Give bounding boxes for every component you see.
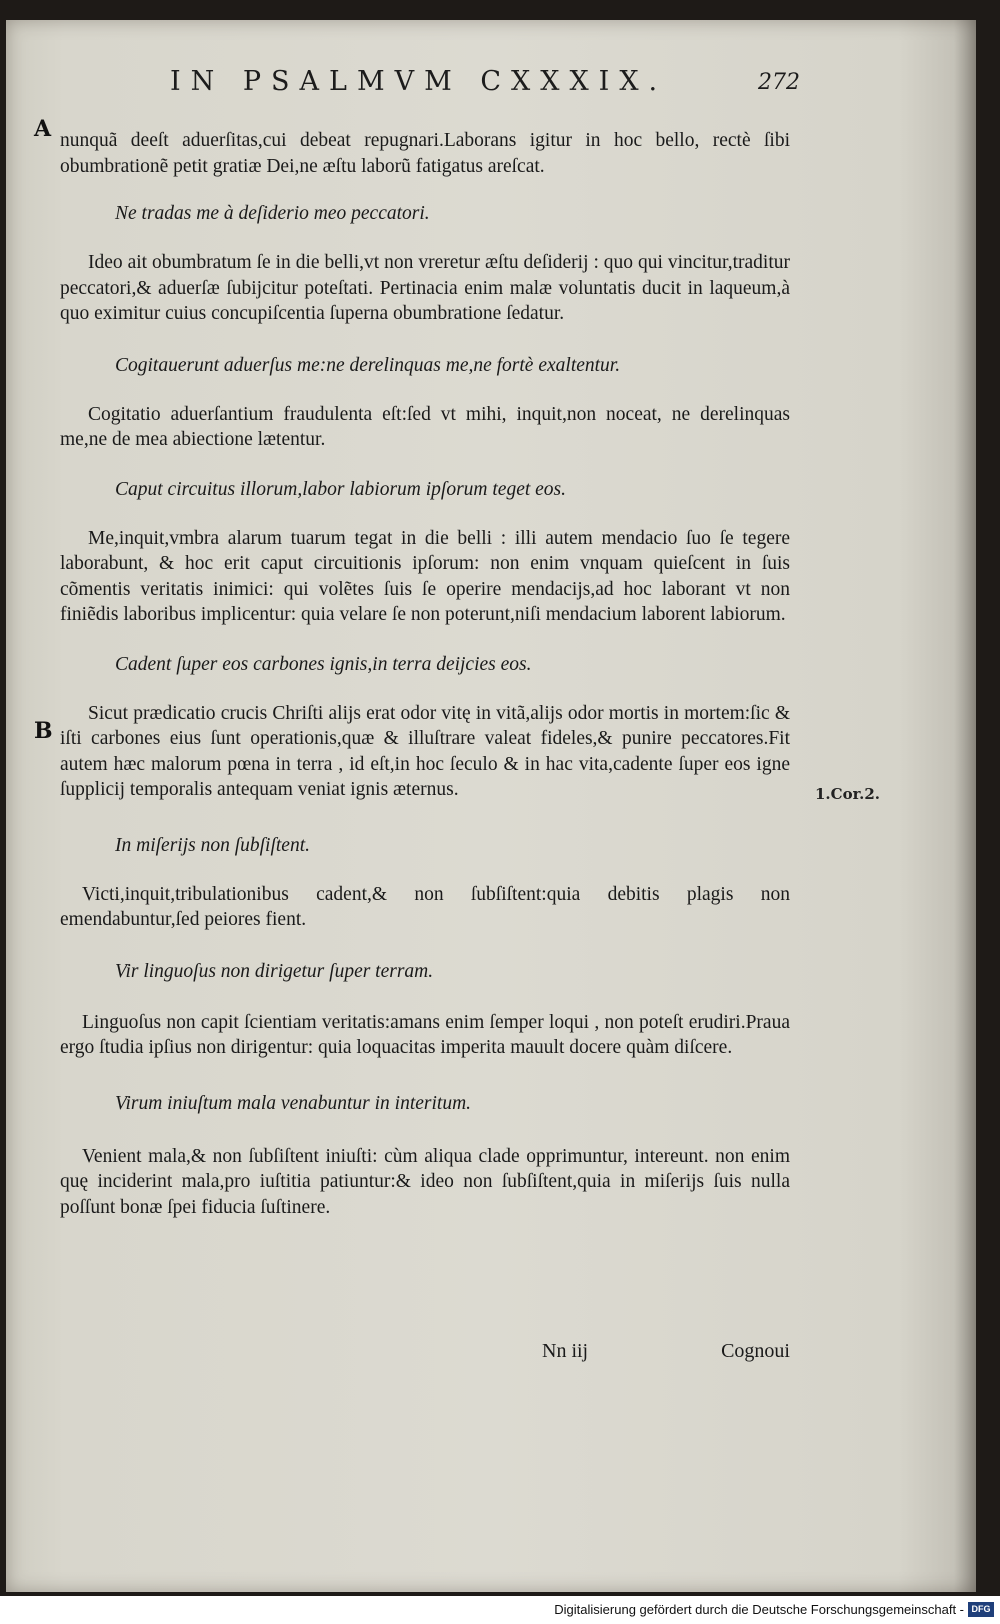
commentary-paragraph: Sicut prædicatio crucis Chriſti alijs erat odor vitę in vitã,alijs odor mortis in mortem:ſic & iſti carbones eius ſunt operationis,quæ & illuſtrare valeat fideles,& punire peccatores.Fit autem hæc malorum pœna in terra , id eſt,in hoc ſeculo & in hac vita,cadente ſuper eos igne ſupplicij temporalis antequam veniat ignis æternus. (60, 702, 790, 800)
dfg-logo: DFG (968, 1602, 994, 1617)
signature-mark: Nn iij (542, 1340, 589, 1362)
psalm-verse: Cogitauerunt aduerſus me:ne derelinquas me,ne fortè exaltentur. (115, 354, 621, 376)
folio-number: 272 (758, 70, 800, 95)
commentary-paragraph: Venient mala,& non ſubſiſtent iniuſti: cùm aliqua clade opprimuntur, intereunt. non enim quę inciderint mala,pro iuſtitia patiuntur:& ideo non ſubſiſtent,quia in miſerijs ſuis nulla poſſunt bonæ ſpei fiducia ſuſtinere. (60, 1145, 790, 1218)
catchword: Cognoui (721, 1340, 790, 1362)
psalm-verse: In miſerijs non ſubſiſtent. (115, 834, 310, 856)
catchline (530, 1340, 790, 1370)
commentary-paragraph: Linguoſus non capit ſcientiam veritatis:amans enim ſemper loqui , non poteſt erudiri.Praua ergo ſtudia ipſius non dirigentur: quia loquacitas imperita mauult docere quàm diſcere. (60, 1011, 790, 1058)
margin-reference: 1.Cor.2. (815, 785, 881, 803)
margin-letter-a: A (34, 116, 52, 142)
psalm-verse: Ne tradas me à deſiderio meo peccatori. (115, 203, 430, 224)
psalm-verse: Cadent ſuper eos carbones ignis,in terra deijcies eos. (115, 653, 532, 675)
main-text (60, 128, 790, 1220)
psalm-verse: Caput circuitus illorum,labor labiorum ipſorum teget eos. (115, 478, 567, 500)
commentary-paragraph: Me,inquit,vmbra alarum tuarum tegat in die belli : illi autem mendacio ſuo ſe tegere laborabunt, & hoc erit caput circuitionis ipſorum: non enim vnquam quieſcent in ſuis cõmentis veritatis inimici: qui volẽtes ſuis ſe operire mendacijs,ad hoc laborant vt non finiẽdis laboribus implicentur: quia velare ſe non poterunt,niſi mendacium laborent labiorum. (60, 527, 790, 625)
margin-letter-b: B (34, 718, 53, 744)
page-gutter-shadow (954, 20, 976, 1592)
commentary-paragraph: Ideo ait obumbratum ſe in die belli,vt non vreretur æſtu deſiderij : quo qui vincitur,traditur peccatori,& aduerſæ ſubijcitur poteſtati. Pertinacia enim malæ voluntatis ducit in laqueum,à quo eximitur cuius concupiſcentia ſuperna obumbratione ſedatur. (60, 252, 790, 324)
running-title: IN PSALMVM CXXXIX. (170, 66, 668, 97)
commentary-paragraph: nunquã deeſt aduerſitas,cui debeat repugnari.Laborans igitur in hoc bello, rectè ſibi obumbrationẽ petit gratiæ Dei,ne æſtu laborũ fatigatus areſcat. (60, 130, 790, 177)
psalm-verse: Virum iniuſtum mala venabuntur in interitum. (115, 1092, 472, 1114)
footer-bar (0, 1598, 1000, 1624)
commentary-paragraph: Victi,inquit,tribulationibus cadent,& non ſubſiſtent:quia debitis plagis non emendabuntur,ſed peiores fient. (60, 883, 790, 930)
commentary-paragraph: Cogitatio aduerſantium fraudulenta eſt:ſed vt mihi, inquit,non noceat, ne derelinquas me,ne de mea abiectione lætentur. (60, 403, 790, 450)
psalm-verse: Vir linguoſus non dirigetur ſuper terram. (115, 960, 434, 982)
page-header (170, 66, 800, 106)
funding-credit: Digitalisierung gefördert durch die Deutsche Forschungsgemeinschaft - (554, 1602, 964, 1617)
